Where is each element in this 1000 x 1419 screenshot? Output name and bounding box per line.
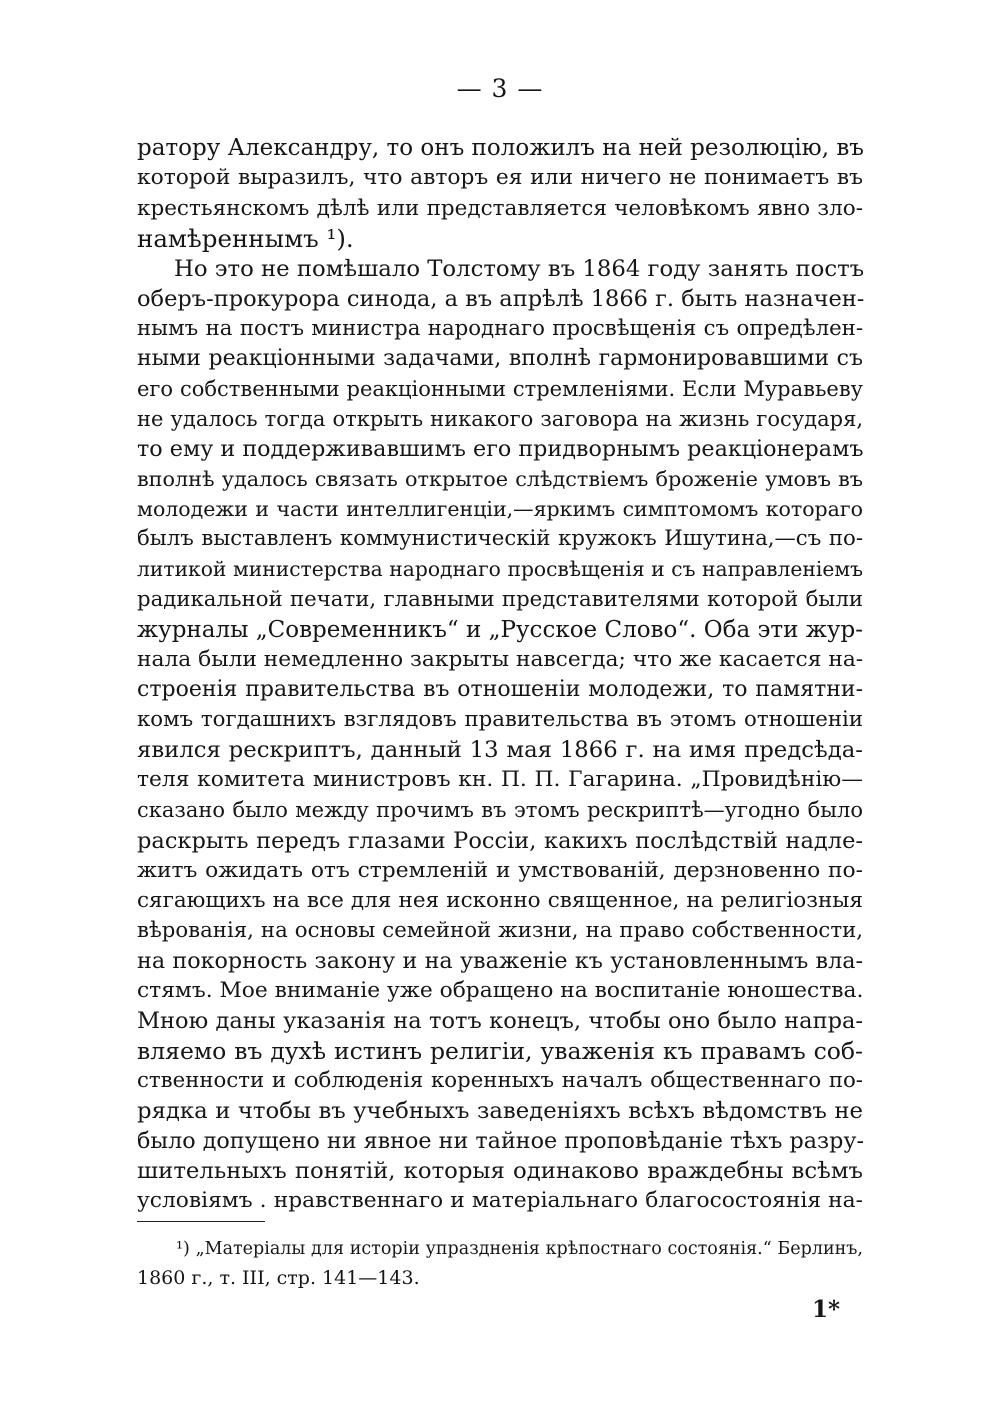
text-line: ственности и соблюденія коренныхъ началъ общественнаго по- <box>137 1068 863 1093</box>
text-line: молодежи и части интеллигенціи,—яркимъ симптомомъ котораго <box>137 497 863 521</box>
text-line: житъ ожидать отъ стремленій и умствованій, дерзновенно по- <box>137 858 863 883</box>
text-line: строенія правительства въ отношеніи молодежи, то памятни- <box>137 677 863 702</box>
text-line: его собственными реакціонными стремленіями. Если Муравьеву <box>137 377 863 401</box>
text-line: условіямъ . нравственнаго и матеріальнаго благосостоянія на- <box>137 1188 863 1213</box>
text-line: нала были немедленно закрыты навсегда; что же касается на- <box>137 647 864 672</box>
text-line: ратору Александру, то онъ положилъ на ней резолюцію, въ <box>137 135 864 161</box>
signature-mark: 1* <box>812 1296 841 1323</box>
text-line: нымъ на постъ министра народнаго просвѣщенія съ опредѣлен- <box>137 316 863 341</box>
text-line: радикальной печати, главными представителями которой были <box>137 587 863 612</box>
text-line: ными реакціонными задачами, вполнѣ гармонировавшими съ <box>137 346 863 371</box>
text-line: стямъ. Мое вниманіе уже обращено на воспитаніе юношества. <box>137 978 864 1003</box>
footnote-line: 1860 г., т. III, стр. 141—143. <box>137 1267 420 1289</box>
text-line: намѣреннымъ ¹). <box>137 224 354 253</box>
paragraph-first-line: Но это не помѣшало Толстому въ 1864 году занять постъ <box>174 256 865 282</box>
text-line: былъ выставленъ коммунистическій кружокъ Ишутина,—съ по- <box>137 526 863 551</box>
text-line: то ему и поддерживавшимъ его придворнымъ реакціонерамъ <box>137 436 864 462</box>
text-line: журналы „Современникъ“ и „Русское Слово“. Оба эти жур- <box>137 617 863 643</box>
text-line: сягающихъ на все для нея исконно священное, на религіозныя <box>137 888 863 913</box>
text-line: литикой министерства народнаго просвѣщенія и съ направленіемъ <box>137 557 863 581</box>
text-line: не удалось тогда открыть никакого заговора на жизнь государя, <box>137 407 863 431</box>
text-line: явился рескриптъ, данный 13 мая 1866 г. на имя предсѣда- <box>137 737 863 763</box>
text-line: сказано было между прочимъ въ этомъ рескриптѣ—угодно было <box>137 798 863 822</box>
text-line: на покорность закону и на уваженіе къ установленнымъ вла- <box>137 948 863 974</box>
text-line: вполнѣ удалось связать открытое слѣдствіемъ броженіе умовъ въ <box>137 467 863 491</box>
text-line: оберъ-прокурора синода, а въ апрѣлѣ 1866 г. быть назначен- <box>137 286 865 312</box>
text-line: Мною даны указанія на тотъ конецъ, чтобы оно было напра- <box>137 1008 863 1034</box>
text-line: крестьянскомъ дѣлѣ или представляется человѣкомъ явно зло- <box>137 196 863 221</box>
text-line: вѣрованія, на основы семейной жизни, на право собственности, <box>137 918 863 943</box>
text-line: вляемо въ духѣ истинъ религіи, уваженія къ правамъ соб- <box>137 1037 863 1065</box>
text-line: теля комитета министровъ кн. П. П. Гагарина. „Провидѣнію— <box>137 767 863 792</box>
text-line: шительныхъ понятій, которыя одинаково враждебны всѣмъ <box>137 1158 863 1184</box>
text-line: комъ тогдашнихъ взглядовъ правительства въ этомъ отношеніи <box>137 707 863 732</box>
text-line: раскрыть передъ глазами Россіи, какихъ послѣдствій надле- <box>137 828 863 854</box>
footnote-line: ¹) „Матеріалы для исторіи упраздненія крѣпостнаго состоянія.“ Берлинъ, <box>176 1239 863 1259</box>
text-line: рядка и чтобы въ учебныхъ заведеніяхъ всѣхъ вѣдомствъ не <box>137 1098 863 1124</box>
text-line: которой выразилъ, что авторъ ея или ничего не понимаетъ въ <box>137 165 863 190</box>
page-number: — 3 — <box>456 74 544 103</box>
footnote-divider <box>137 1221 265 1222</box>
text-line: было допущено ни явное ни тайное проповѣданіе тѣхъ разру- <box>137 1128 865 1154</box>
